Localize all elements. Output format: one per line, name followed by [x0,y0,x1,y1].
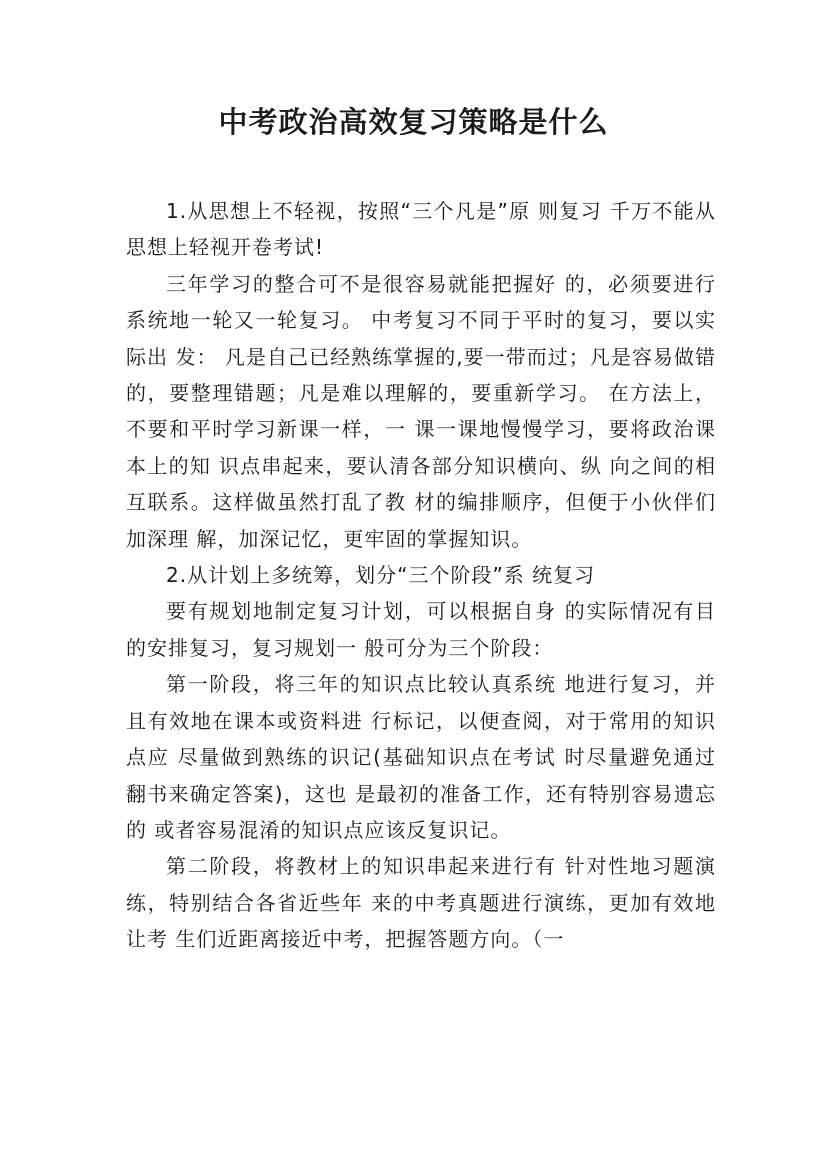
document-body [126,193,716,958]
paragraph-6: 第二阶段，将教材上的知识串起来进行有 针对性地习题演练，特别结合各省近些年 来的中考真题进行演练，更加有效地让考 生们近距离接近中考，把握答题方向。（一 [126,854,716,952]
paragraph-5: 第一阶段，将三年的知识点比较认真系统 地进行复习，并且有效地在课本或资料进 行标记，以便查阅，对于常用的知识点应 尽量做到熟练的识记(基础知识点在考试 时尽量避免通过翻书来确定答案)，这也 是最初的准备工作，还有特别容易遗忘的 或者容易混淆的知识点应该反复识记。 [126,672,716,842]
document-title: 中考政治高效复习策略是什么 [218,105,609,139]
paragraph-4: 要有规划地制定复习计划，可以根据自身 的实际情况有目的安排复习，复习规划一 般可分为三个阶段： [126,599,716,660]
paragraph-1: 1.从思想上不轻视，按照“三个凡是”原 则复习 千万不能从思想上轻视开卷考试! [126,199,716,260]
paragraph-2: 三年学习的整合可不是很容易就能把握好 的，必须要进行系统地一轮又一轮复习。 中考复习不同于平时的复习，要以实际出 发： 凡是自己已经熟练掌握的,要一带而过；凡是容易做错的，要整理错题；凡是难以理解的，要重新学习。 在方法上，不要和平时学习新课一样，一 课一课地慢慢学习，要将政治课本上的知 识点串起来，要认清各部分知识横向、纵 向之间的相互联系。这样做虽然打乱了教 材的编排顺序，但便于小伙伴们加深理 解，加深记忆，更牢固的掌握知识。 [126,271,716,551]
paragraph-3: 2.从计划上多统筹，划分“三个阶段”系 统复习 [166,563,596,588]
